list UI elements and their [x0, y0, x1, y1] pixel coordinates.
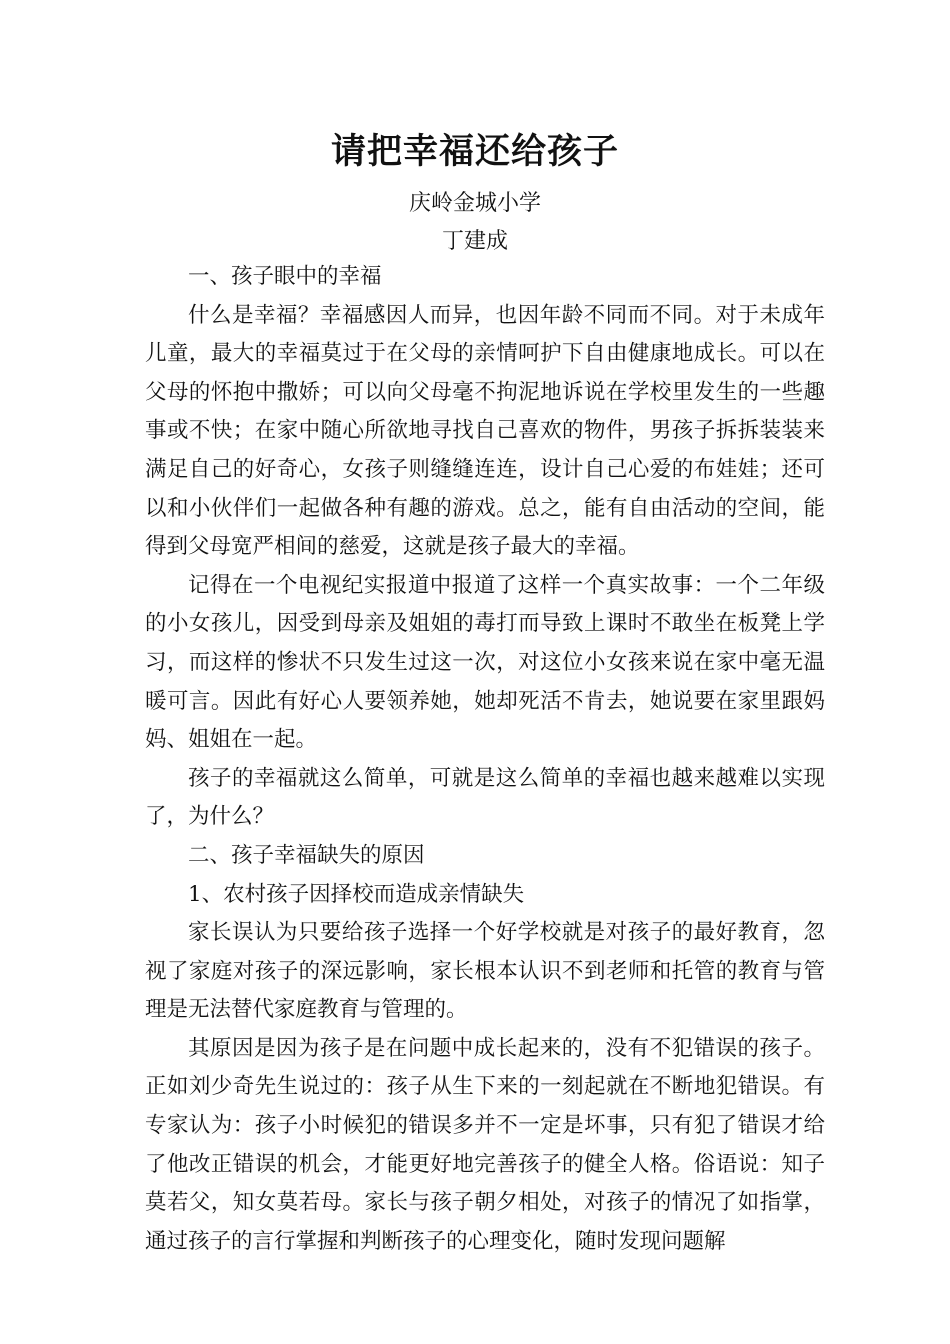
- paragraph: 家长误认为只要给孩子选择一个好学校就是对孩子的最好教育，忽视了家庭对孩子的深远影响，家长根本认识不到老师和托管的教育与管理是无法替代家庭教育与管理的。: [145, 920, 825, 1023]
- document-body: [145, 258, 825, 1261]
- document-title: 请把幸福还给孩子: [330, 131, 619, 172]
- section-heading-1: 一、孩子眼中的幸福: [188, 264, 382, 289]
- paragraph: 什么是幸福？幸福感因人而异，也因年龄不同而不同。对于未成年儿童，最大的幸福莫过于在父母的亲情呵护下自由健康地成长。可以在父母的怀抱中撒娇；可以向父母毫不拘泥地诉说在学校里发生的一些趣事或不快；在家中随心所欲地寻找自己喜欢的物件，男孩子拆拆装装来满足自己的好奇心，女孩子则缝缝连连，设计自己心爱的布娃娃；还可以和小伙伴们一起做各种有趣的游戏。总之，能有自由活动的空间，能得到父母宽严相间的慈爱，这就是孩子最大的幸福。: [145, 302, 825, 560]
- paragraph: 其原因是因为孩子是在问题中成长起来的，没有不犯错误的孩子。正如刘少奇先生说过的：孩子从生下来的一刻起就在不断地犯错误。有专家认为：孩子小时候犯的错误多并不一定是坏事，只有犯了错误才给了他改正错误的机会，才能更好地完善孩子的健全人格。俗语说：知子莫若父，知女莫若母。家长与孩子朝夕相处，对孩子的情况了如指掌，通过孩子的言行掌握和判断孩子的心理变化，随时发现问题解: [145, 1035, 825, 1254]
- subsection-heading-1: 1、农村孩子因择校而造成亲情缺失: [188, 881, 525, 907]
- paragraph: 记得在一个电视纪实报道中报道了这样一个真实故事：一个二年级的小女孩儿，因受到母亲及姐姐的毒打而导致上课时不敢坐在板凳上学习，而这样的惨状不只发生过这一次，对这位小女孩来说在家中毫无温暖可言。因此有好心人要领养她，她却死活不肯去，她说要在家里跟妈妈、姐姐在一起。: [145, 572, 825, 753]
- author-name: 丁建成: [441, 229, 508, 254]
- paragraph: 孩子的幸福就这么简单，可就是这么简单的幸福也越来越难以实现了，为什么？: [145, 765, 825, 830]
- school-name: 庆岭金城小学: [408, 191, 541, 216]
- section-heading-2: 二、孩子幸福缺失的原因: [188, 842, 425, 868]
